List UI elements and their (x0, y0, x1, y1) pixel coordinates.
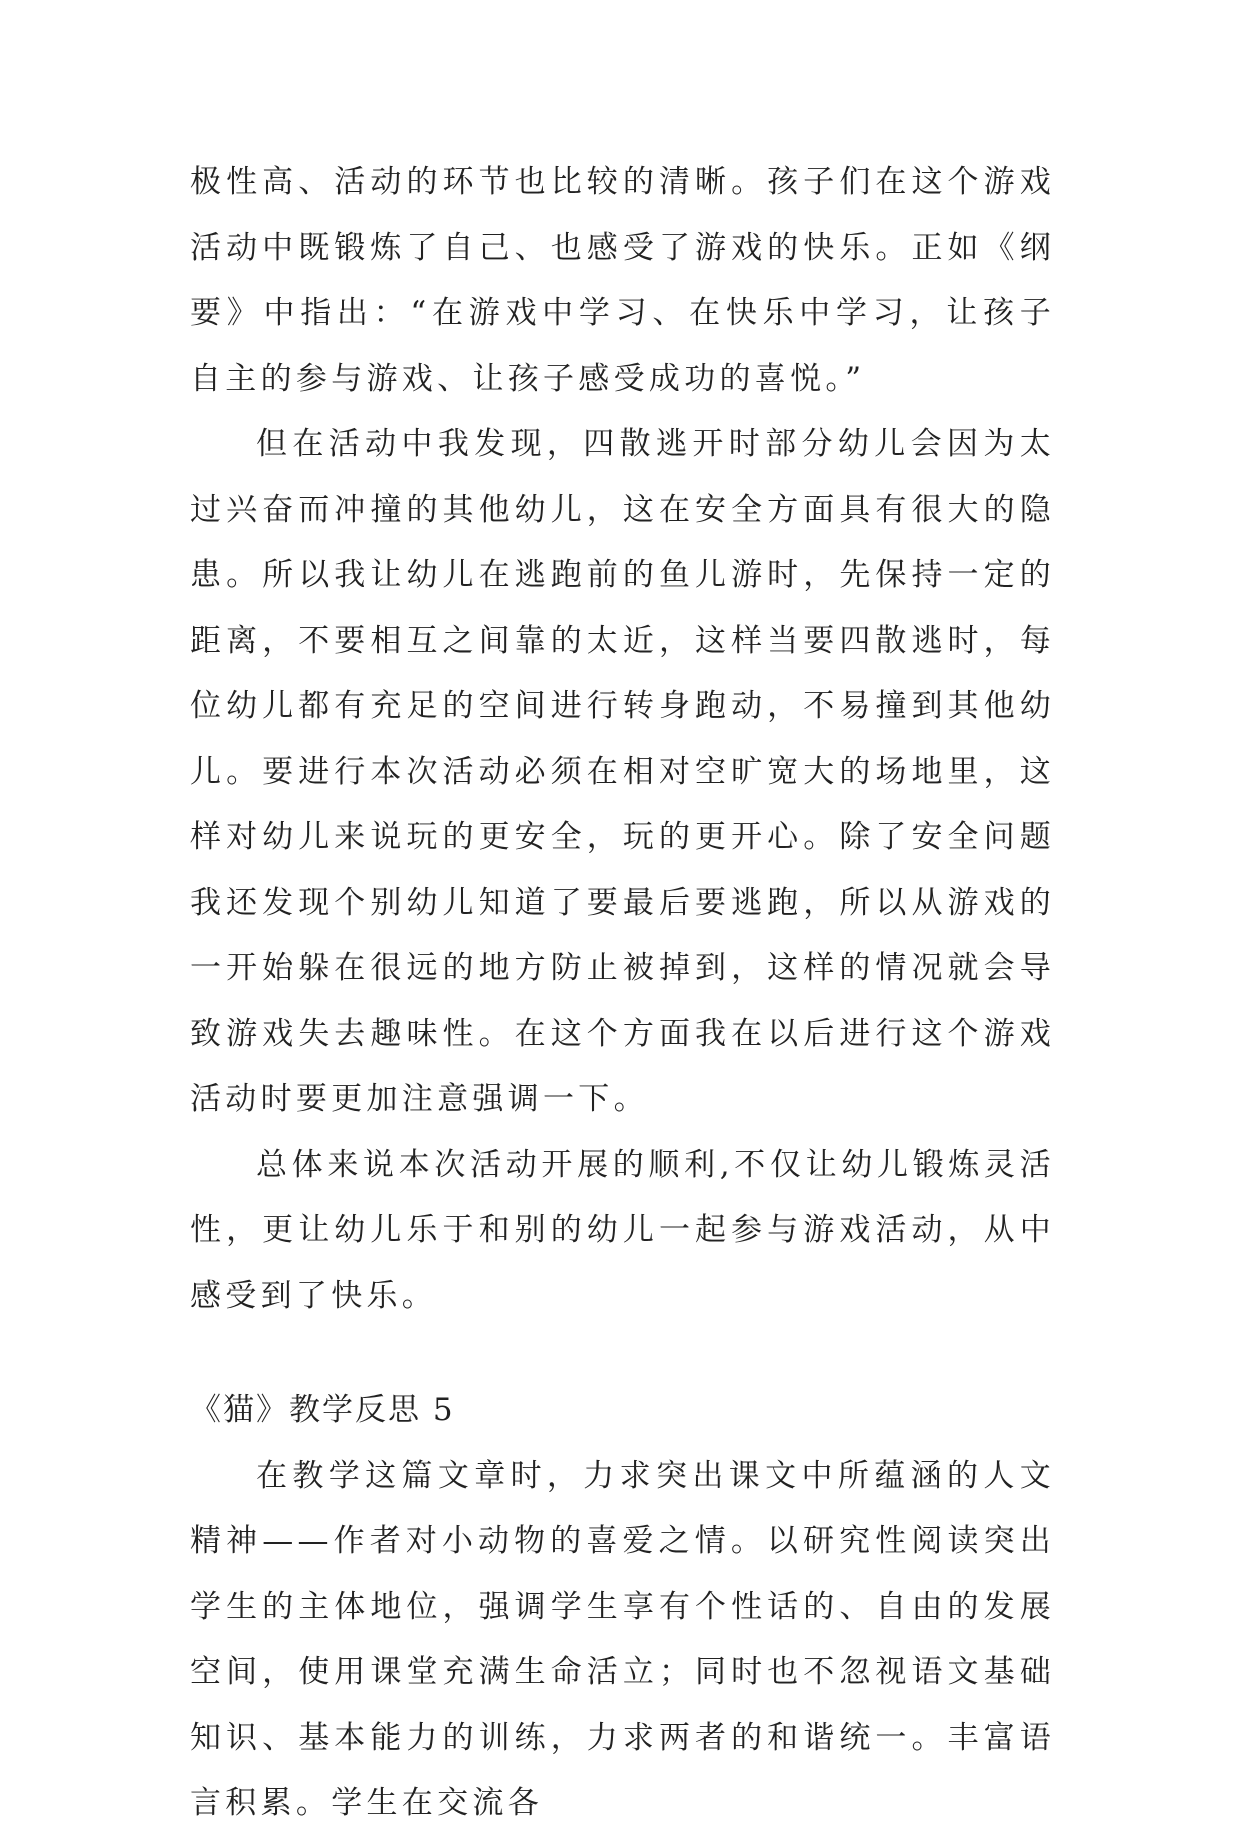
section-title: 《猫》教学反思 5 (190, 1392, 455, 1428)
paragraph-continued: 极性高、活动的环节也比较的清晰。孩子们在这个游戏活动中既锻炼了自己、也感受了游戏的快乐。正如《纲要》中指出：“在游戏中学习、在快乐中学习，让孩子自主的参与游戏、让孩子感受成功的喜悦。” (190, 164, 1055, 397)
paragraph-safety: 但在活动中我发现，四散逃开时部分幼儿会因为太过兴奋而冲撞的其他幼儿，这在安全方面具有很大的隐患。所以我让幼儿在逃跑前的鱼儿游时，先保持一定的距离，不要相互之间靠的太近，这样当要四散逃时，每位幼儿都有充足的空间进行转身跑动，不易撞到其他幼儿。要进行本次活动必须在相对空旷宽大的场地里，这样对幼儿来说玩的更安全，玩的更开心。除了安全问题我还发现个别幼儿知道了要最后要逃跑，所以从游戏的一开始躲在很远的地方防止被掉到，这样的情况就会导致游戏失去趣味性。在这个方面我在以后进行这个游戏活动时要更加注意强调一下。 (190, 426, 1055, 1117)
document-page (190, 150, 1055, 1837)
paragraph-summary: 总体来说本次活动开展的顺利,不仅让幼儿锻炼灵活性，更让幼儿乐于和别的幼儿一起参与游戏活动，从中感受到了快乐。 (190, 1146, 1055, 1314)
section-paragraph: 在教学这篇文章时，力求突出课文中所蕴涵的人文精神——作者对小动物的喜爱之情。以研究性阅读突出学生的主体地位，强调学生享有个性话的、自由的发展空间，使用课堂充满生命活立；同时也不忽视语文基础知识、基本能力的训练，力求两者的和谐统一。丰富语言积累。学生在交流各 (190, 1457, 1055, 1821)
